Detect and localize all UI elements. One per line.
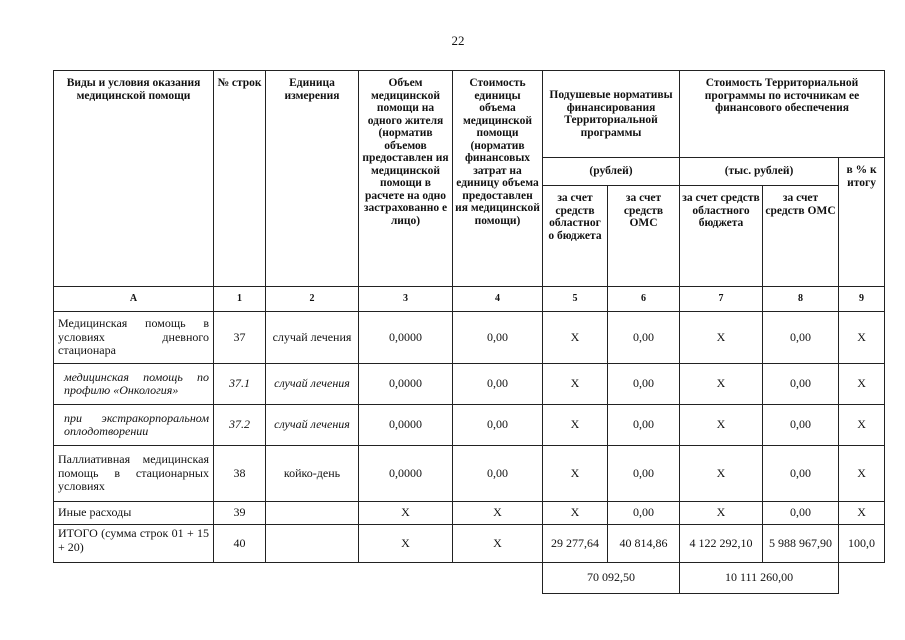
row-name: Иные расходы <box>54 502 214 525</box>
header-program-cost: Стоимость Территориальной программы по источникам ее финансового обеспечения <box>680 71 885 158</box>
row-volume: Х <box>359 525 453 563</box>
row-percent: Х <box>839 446 885 502</box>
row-regional-rub: Х <box>543 502 608 525</box>
financing-table <box>53 70 885 594</box>
header-oms-thousand: за счет средств ОМС <box>763 186 839 287</box>
row-oms-rub: 40 814,86 <box>608 525 680 563</box>
col-number: 7 <box>680 287 763 312</box>
row-oms-thousand: 0,00 <box>763 364 839 405</box>
header-cost-per-unit: Стоимость единицы объема медицинской помощи (норматив финансовых затрат на единицу объема предоставлен ия медицинской помощи) <box>453 71 543 287</box>
row-volume: 0,0000 <box>359 446 453 502</box>
col-number: 9 <box>839 287 885 312</box>
row-number: 37 <box>214 312 266 364</box>
page-number: 22 <box>451 33 465 48</box>
row-number: 37.1 <box>214 364 266 405</box>
header-unit: Единица измерения <box>266 71 359 287</box>
col-number: 6 <box>608 287 680 312</box>
table-row <box>54 312 885 364</box>
table-row <box>54 446 885 502</box>
row-cost: Х <box>453 525 543 563</box>
row-number: 40 <box>214 525 266 563</box>
row-regional-rub: Х <box>543 446 608 502</box>
row-cost: 0,00 <box>453 312 543 364</box>
row-regional-thousand: Х <box>680 502 763 525</box>
header-regional-budget-rub: за счет средств областног о бюджета <box>543 186 608 287</box>
row-cost: Х <box>453 502 543 525</box>
col-number: 4 <box>453 287 543 312</box>
row-name: Паллиативная медицинская помощь в стационарных условиях <box>54 446 214 502</box>
row-oms-thousand: 0,00 <box>763 312 839 364</box>
table-row <box>54 405 885 446</box>
row-oms-rub: 0,00 <box>608 312 680 364</box>
row-unit: случай лечения <box>266 364 359 405</box>
per-capita-total: 70 092,50 <box>543 563 680 594</box>
row-oms-rub: 0,00 <box>608 446 680 502</box>
row-oms-rub: 0,00 <box>608 405 680 446</box>
row-name: Медицинская помощь в условиях дневного стационара <box>54 312 214 364</box>
col-number: 8 <box>763 287 839 312</box>
row-name: медицинская помощь по профилю «Онкология» <box>54 364 214 405</box>
header-percent: в % к итогу <box>839 158 885 287</box>
col-number: 3 <box>359 287 453 312</box>
row-unit: койко-день <box>266 446 359 502</box>
row-regional-thousand: Х <box>680 405 763 446</box>
row-regional-thousand: Х <box>680 364 763 405</box>
row-volume: 0,0000 <box>359 405 453 446</box>
row-unit: случай лечения <box>266 405 359 446</box>
row-regional-rub: 29 277,64 <box>543 525 608 563</box>
col-number: 5 <box>543 287 608 312</box>
row-regional-thousand: Х <box>680 312 763 364</box>
row-cost: 0,00 <box>453 446 543 502</box>
row-unit <box>266 502 359 525</box>
row-percent: Х <box>839 405 885 446</box>
row-regional-thousand: 4 122 292,10 <box>680 525 763 563</box>
row-unit: случай лечения <box>266 312 359 364</box>
row-percent: Х <box>839 502 885 525</box>
col-number: А <box>54 287 214 312</box>
cost-total: 10 111 260,00 <box>680 563 839 594</box>
header-unit-thousand-rub: (тыс. рублей) <box>680 158 839 186</box>
row-name: ИТОГО (сумма строк 01 + 15 + 20) <box>54 525 214 563</box>
row-cost: 0,00 <box>453 405 543 446</box>
header-types: Виды и условия оказания медицинской помощи <box>54 71 214 287</box>
row-volume: 0,0000 <box>359 364 453 405</box>
row-percent: Х <box>839 364 885 405</box>
row-regional-rub: Х <box>543 405 608 446</box>
row-oms-thousand: 0,00 <box>763 502 839 525</box>
row-unit <box>266 525 359 563</box>
table-row <box>54 364 885 405</box>
totals-spacer <box>54 563 543 594</box>
row-cost: 0,00 <box>453 364 543 405</box>
row-volume: 0,0000 <box>359 312 453 364</box>
totals-spacer-end <box>839 563 885 594</box>
row-number: 37.2 <box>214 405 266 446</box>
row-oms-rub: 0,00 <box>608 364 680 405</box>
row-percent: 100,0 <box>839 525 885 563</box>
row-name: при экстракорпоральном оплодотворении <box>54 405 214 446</box>
header-row-number: № строк <box>214 71 266 287</box>
row-oms-rub: 0,00 <box>608 502 680 525</box>
row-oms-thousand: 0,00 <box>763 405 839 446</box>
row-oms-thousand: 0,00 <box>763 446 839 502</box>
row-percent: Х <box>839 312 885 364</box>
col-number: 2 <box>266 287 359 312</box>
row-volume: Х <box>359 502 453 525</box>
header-per-capita: Подушевые нормативы финансирования Территориальной программы <box>543 71 680 158</box>
row-oms-thousand: 5 988 967,90 <box>763 525 839 563</box>
row-number: 38 <box>214 446 266 502</box>
row-regional-rub: Х <box>543 364 608 405</box>
header-unit-rub: (рублей) <box>543 158 680 186</box>
table-row <box>54 502 885 525</box>
row-regional-thousand: Х <box>680 446 763 502</box>
col-number: 1 <box>214 287 266 312</box>
table-row <box>54 525 885 563</box>
header-volume: Объем медицинской помощи на одного жителя (норматив объемов предоставлен ия медицинской помощи в расчете на одно застрахованно е лицо) <box>359 71 453 287</box>
row-number: 39 <box>214 502 266 525</box>
header-oms-rub: за счет средств ОМС <box>608 186 680 287</box>
row-regional-rub: Х <box>543 312 608 364</box>
header-regional-budget-thousand: за счет средств областного бюджета <box>680 186 763 287</box>
